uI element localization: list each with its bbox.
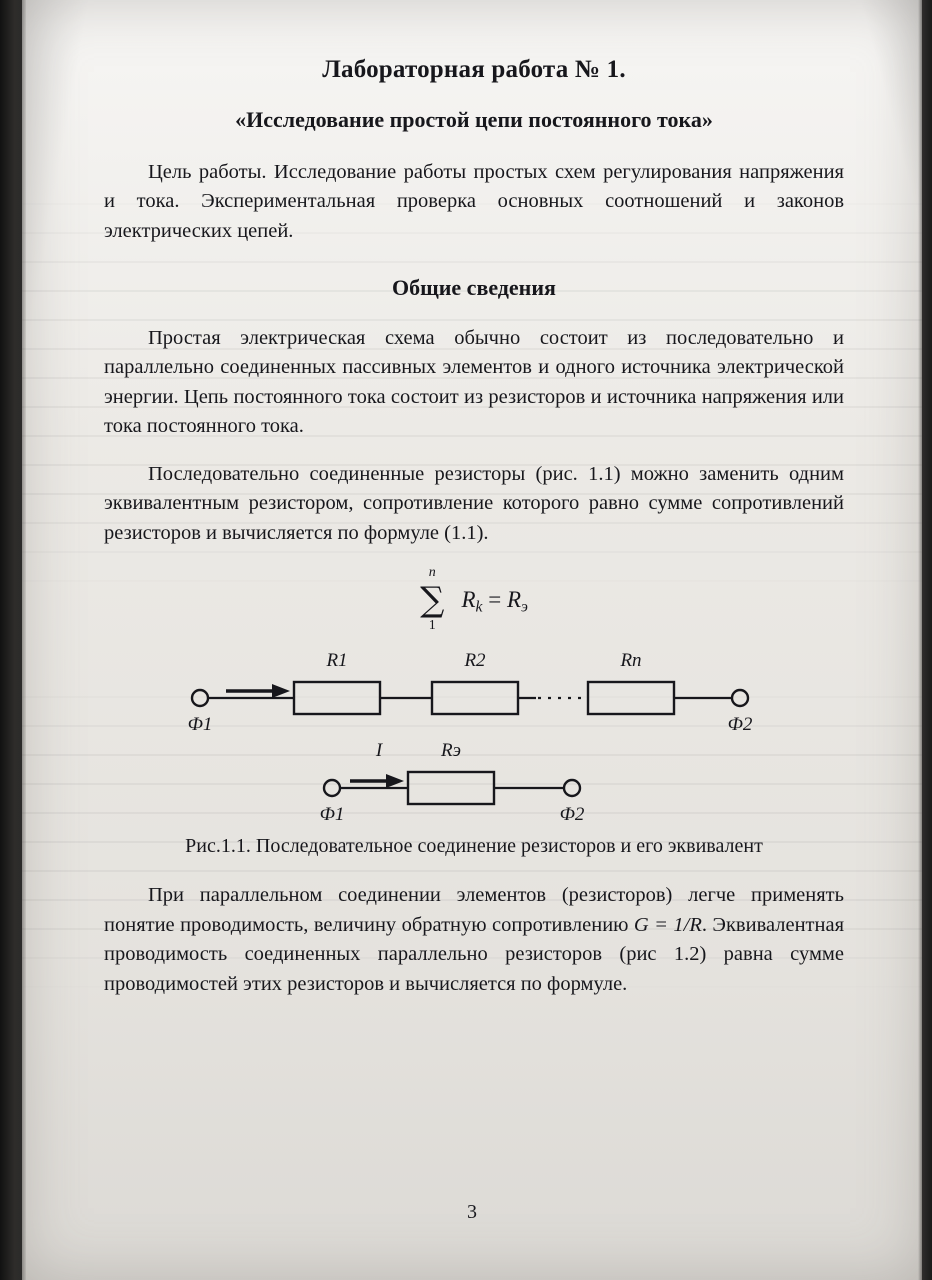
inline-formula-conductance: G = 1/R xyxy=(633,913,702,936)
photo-left-shadow xyxy=(0,0,26,1280)
terminal-left-top xyxy=(192,690,208,706)
page-number: 3 xyxy=(467,1201,477,1223)
label-req: Rэ xyxy=(441,740,461,762)
current-arrow-top-head xyxy=(272,684,290,698)
page-content xyxy=(104,52,844,1017)
current-arrow-bottom-head xyxy=(386,774,404,788)
paragraph-3-text-before: При параллельном соединении элементов (резисторов) легче применять понятие проводимость, величину обратную сопротивлению xyxy=(104,884,844,936)
formula-result-r: R xyxy=(506,586,522,612)
summation-lower-limit: 1 xyxy=(428,618,436,634)
formula-term-r: R xyxy=(461,586,476,612)
section-heading-general-info: Общие сведения xyxy=(392,275,556,301)
resistor-r1 xyxy=(294,682,380,714)
terminal-right-top xyxy=(732,690,748,706)
summation-upper-limit: n xyxy=(428,565,436,581)
paragraph-1: Простая электрическая схема обычно состоит из последовательно и параллельно соединенных пассивных элементов и одного источника электрической энергии. Цепь постоянного тока состоит из резисторов и источника напряжения или тока постоянного тока. xyxy=(104,326,844,438)
figure-series-resistors xyxy=(104,636,844,826)
label-r1: R1 xyxy=(326,650,348,672)
photo-right-shadow xyxy=(918,0,932,1280)
circuit-diagram xyxy=(164,636,784,826)
resistor-r2 xyxy=(432,682,518,714)
label-r2: R2 xyxy=(464,650,486,672)
sigma-glyph: ∑ xyxy=(420,580,445,621)
formula-equals: = xyxy=(482,586,507,612)
resistor-req xyxy=(408,772,494,804)
document-page xyxy=(22,0,922,1280)
paragraph-3 xyxy=(104,881,844,999)
label-rn: Rn xyxy=(620,650,642,672)
purpose-paragraph: Цель работы. Исследование работы простых схем регулирования напряжения и тока. Экспериментальная проверка основных соотношений и законов электрических цепей. xyxy=(104,160,844,242)
label-node-right-top: Ф2 xyxy=(727,714,753,736)
page-title: Лабораторная работа № 1. xyxy=(322,56,626,83)
label-node-right-bottom: Ф2 xyxy=(559,804,585,826)
paragraph-3-text-after: . Эквивалентная проводимость соединенных параллельно резисторов (рис 1.2) равна сумме проводимостей этих резисторов и вычисляется по формуле. xyxy=(104,913,845,995)
label-node-left-bottom: Ф1 xyxy=(319,804,345,826)
page-subtitle: «Исследование простой цепи постоянного тока» xyxy=(235,107,713,132)
paragraph-2: Последовательно соединенные резисторы (рис. 1.1) можно заменить одним эквивалентным резистором, сопротивление которого равно сумме сопротивлений резисторов и вычисляется по формуле (1.1). xyxy=(104,462,844,544)
figure-caption: Рис.1.1. Последовательное соединение резисторов и его эквивалент xyxy=(185,835,763,858)
terminal-left-bottom xyxy=(324,780,340,796)
terminal-right-bottom xyxy=(564,780,580,796)
label-node-left-top: Ф1 xyxy=(187,714,213,736)
formula-term-r-subscript: k xyxy=(475,597,483,615)
formula-result-subscript: э xyxy=(521,597,528,615)
formula-body xyxy=(461,583,527,619)
formula-series-resistance xyxy=(104,565,844,634)
label-current: I xyxy=(375,740,383,762)
summation-symbol xyxy=(420,565,445,634)
resistor-rn xyxy=(588,682,674,714)
